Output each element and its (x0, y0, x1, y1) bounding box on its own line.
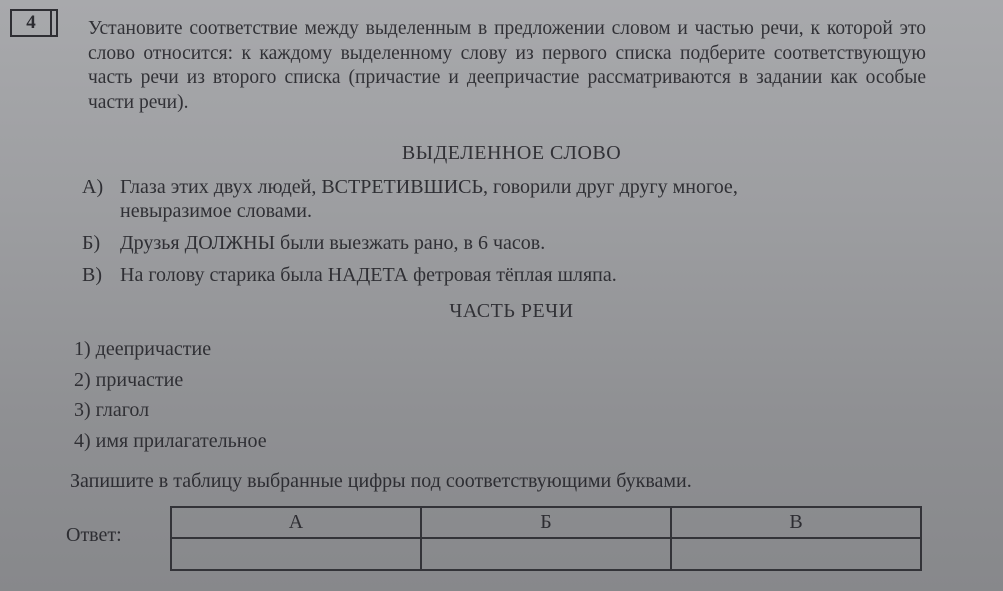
sentence-a-line2: невыразимое словами. (120, 200, 312, 222)
sentence-b-text: Друзья ДОЛЖНЫ были выезжать рано, в 6 часов. (120, 232, 546, 254)
option-3: 3) глагол (74, 399, 150, 421)
option-4: 4) имя прилагательное (74, 430, 267, 452)
answer-column-b: Б (421, 507, 671, 538)
answer-cell-c[interactable] (671, 538, 921, 570)
sentence-a-letter: А) (82, 176, 104, 198)
answer-column-a: А (171, 507, 421, 538)
highlighted-word-heading: ВЫДЕЛЕННОЕ СЛОВО (401, 142, 622, 164)
task-number: 4 (12, 11, 52, 35)
option-1: 1) деепричастие (74, 338, 212, 360)
sentence-b (82, 231, 545, 255)
answer-table (170, 506, 922, 571)
sentence-a (82, 175, 912, 223)
answer-cell-a[interactable] (171, 538, 421, 570)
task-instructions: Установите соответствие между выделенным в предложении словом и частью речи, к которой это слово относится: к каждому выделенному слову из первого списка подберите соответствующую часть речи из второго списка (причастие и деепричастие рассматриваются в задании как особые части речи). (88, 18, 926, 113)
option-2: 2) причастие (74, 369, 184, 391)
sentence-c (82, 263, 617, 287)
sentence-a-line1: Глаза этих двух людей, ВСТРЕТИВШИСЬ, говорили друг другу многое, (120, 176, 738, 198)
answer-label: Ответ: (66, 524, 122, 546)
part-of-speech-heading: ЧАСТЬ РЕЧИ (449, 300, 574, 322)
sentence-b-letter: Б) (82, 232, 101, 254)
answer-instruction: Запишите в таблицу выбранные цифры под соответствующими буквами. (70, 470, 692, 492)
sentence-c-letter: В) (82, 264, 102, 286)
sentence-c-text: На голову старика была НАДЕТА фетровая тёплая шляпа. (120, 264, 617, 286)
answer-cell-b[interactable] (421, 538, 671, 570)
answer-column-c: В (671, 507, 921, 538)
task-number-box (10, 9, 58, 37)
